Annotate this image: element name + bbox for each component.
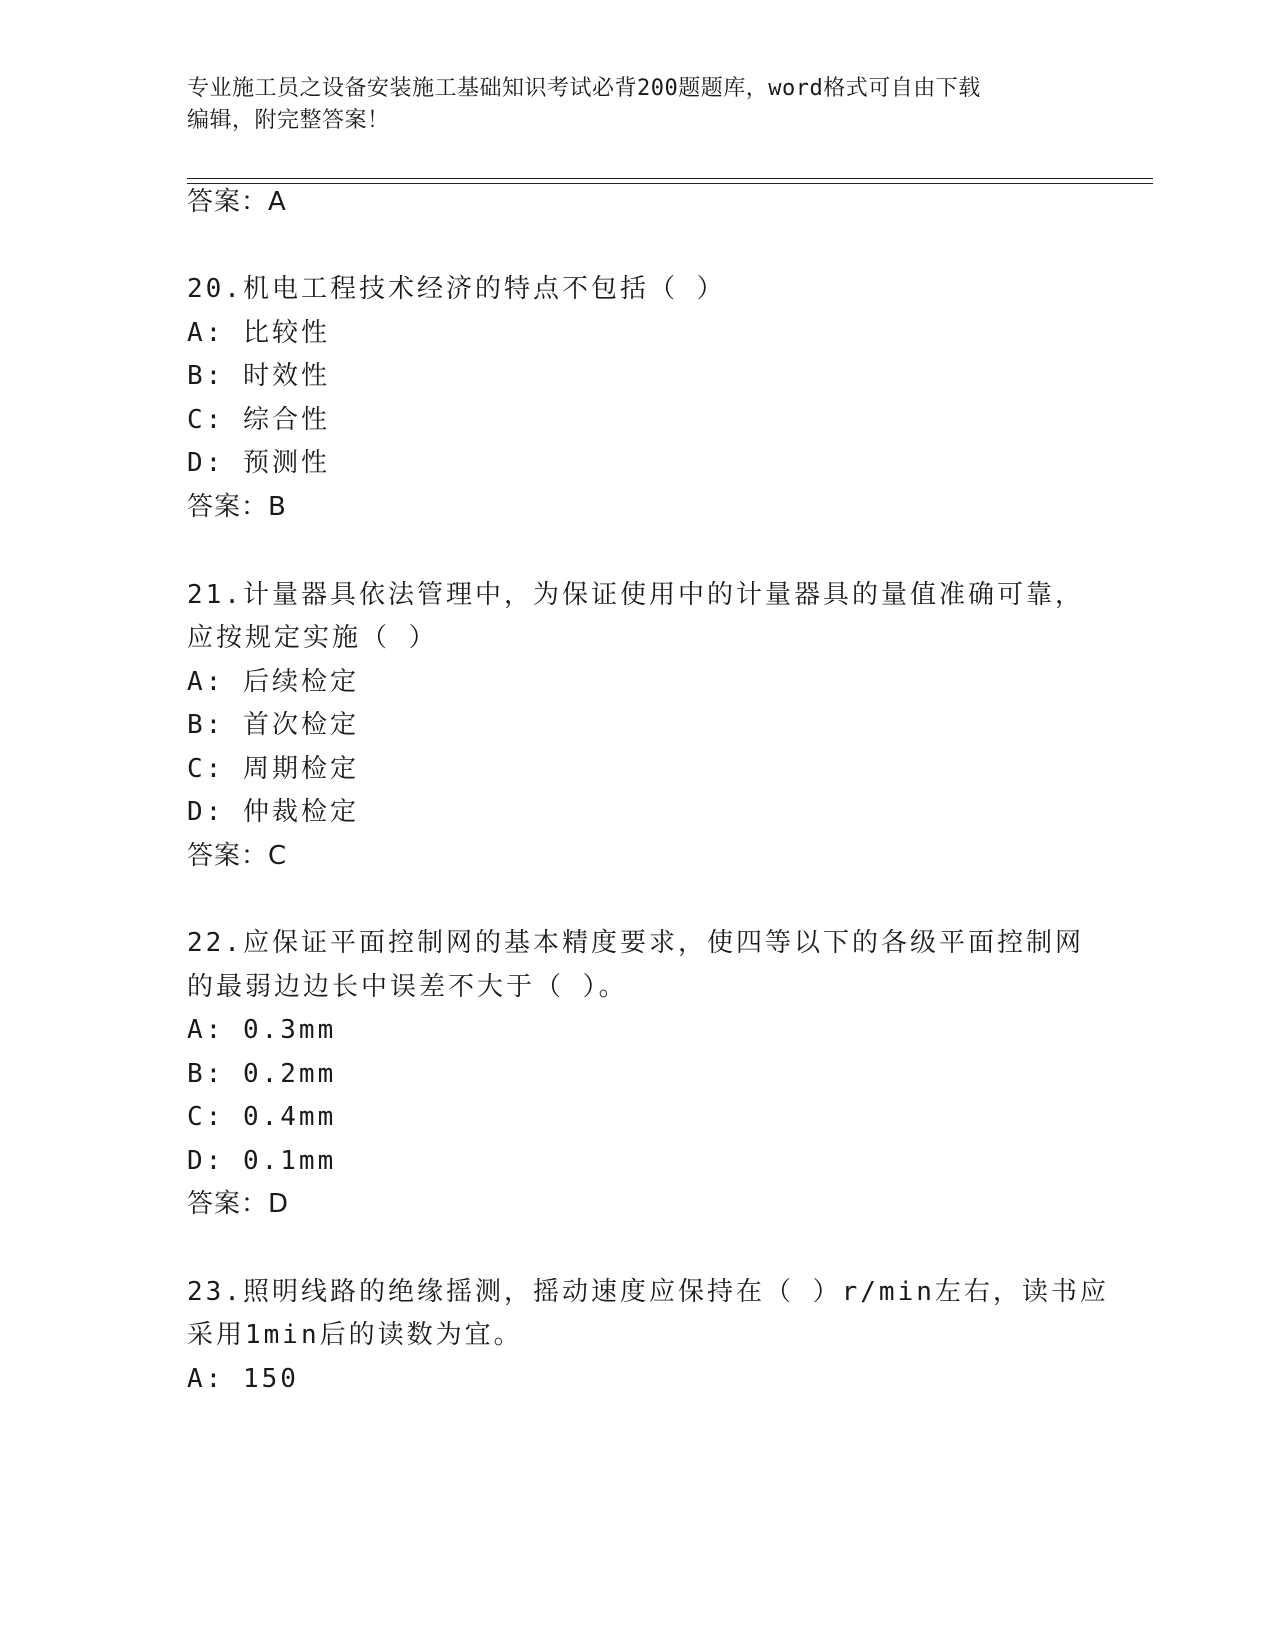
header-divider-bottom bbox=[187, 183, 1153, 184]
question-22-option-b: B: 0.2mm bbox=[187, 1059, 337, 1089]
document-header bbox=[187, 73, 1067, 137]
question-20-option-a: A: 比较性 bbox=[187, 318, 330, 348]
question-23-option-a: A: 150 bbox=[187, 1364, 299, 1394]
question-21-option-c: C: 周期检定 bbox=[187, 754, 359, 784]
question-22-text-line-1: 22.应保证平面控制网的基本精度要求，使四等以下的各级平面控制网 bbox=[187, 928, 1084, 958]
question-21-text-line-2: 应按规定实施（ ） bbox=[187, 623, 438, 653]
answer-21: 答案：C bbox=[187, 841, 288, 871]
question-23-text-line-1: 23.照明线路的绝缘摇测，摇动速度应保持在（ ）r/min左右，读书应 bbox=[187, 1277, 1109, 1307]
question-21-option-a: A: 后续检定 bbox=[187, 667, 359, 697]
question-22-option-a: A: 0.3mm bbox=[187, 1015, 337, 1045]
question-20-option-d: D: 预测性 bbox=[187, 448, 330, 478]
header-line-2: 编辑，附完整答案！ bbox=[187, 108, 390, 133]
question-22-text-line-2: 的最弱边边长中误差不大于（ ）。 bbox=[187, 972, 628, 1002]
question-21-option-b: B: 首次检定 bbox=[187, 710, 359, 740]
question-20-option-c: C: 综合性 bbox=[187, 405, 330, 435]
header-line-1: 专业施工员之设备安装施工基础知识考试必背200题题库，word格式可自由下载 bbox=[187, 76, 981, 101]
question-20-option-b: B: 时效性 bbox=[187, 361, 330, 391]
answer-19: 答案：A bbox=[187, 187, 287, 217]
question-23-text-line-2: 采用1min后的读数为宜。 bbox=[187, 1320, 523, 1350]
question-20-text: 20.机电工程技术经济的特点不包括（ ） bbox=[187, 274, 726, 304]
question-22-option-c: C: 0.4mm bbox=[187, 1102, 337, 1132]
question-21-text-line-1: 21.计量器具依法管理中，为保证使用中的计量器具的量值准确可靠， bbox=[187, 580, 1084, 610]
question-22-option-d: D: 0.1mm bbox=[187, 1146, 337, 1176]
question-21-option-d: D: 仲裁检定 bbox=[187, 797, 359, 827]
answer-22: 答案：D bbox=[187, 1189, 290, 1219]
header-divider-top bbox=[187, 178, 1153, 179]
answer-20: 答案：B bbox=[187, 492, 287, 522]
